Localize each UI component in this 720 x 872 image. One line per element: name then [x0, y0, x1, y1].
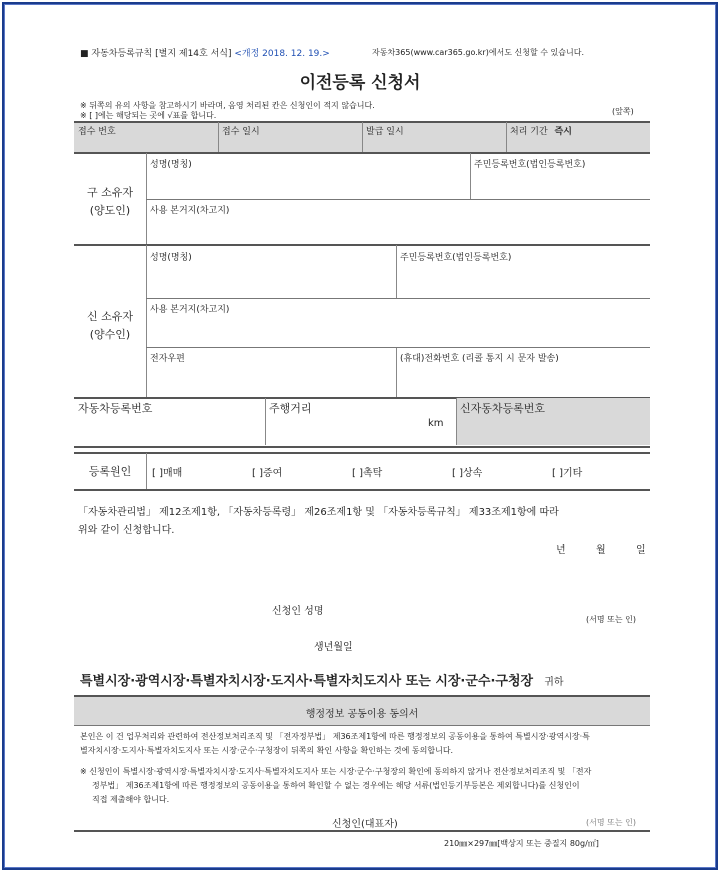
vehicle-regno-field[interactable]: 자동차등록번호	[78, 402, 153, 415]
date-year: 년	[556, 545, 566, 556]
consent-para1-line1: 본인은 이 건 업무처리와 관련하여 전산정보처리조직 및 「전자정부법」 제36조제1항에 따른 행정정보의 공동이용을 통하여 특별시장·광역시장·특	[80, 732, 590, 741]
old-owner-name-field[interactable]: 성명(명칭)	[150, 160, 192, 170]
date-day: 일	[636, 545, 646, 556]
form-title: 이전등록 신청서	[299, 73, 421, 93]
processing-period-value: 즉시	[554, 127, 572, 137]
applicant-name-label: 신청인 성명	[272, 606, 324, 617]
mileage-field[interactable]: 주행거리	[269, 402, 312, 415]
issue-date-label: 발급 일시	[366, 127, 404, 137]
consent-para1-line2: 별자치시장·도지사·특별자치도지사 또는 시장·군수·구청장이 뒤쪽의 확인 사항을 확인하는 것에 동의합니다.	[80, 746, 454, 755]
new-owner-subtitle: (양수인)	[89, 328, 131, 341]
front-side-label: (앞쪽)	[612, 107, 634, 116]
regulation-header	[80, 46, 330, 59]
regulation-text: 자동차등록규칙 [별지 제14호 서식]	[91, 49, 232, 59]
consent-title: 행정정보 공동이용 동의서	[305, 709, 419, 720]
reason-other-checkbox[interactable]: [ ]기타	[552, 468, 583, 479]
consent-para2-line2: 정부법」 제36조제1항에 따른 행정정보의 공동이용을 통하여 확인할 수 없는 경우에는 해당 서류(법인등기부등본은 제외합니다)를 신청인이	[92, 781, 580, 790]
new-owner-name-field[interactable]: 성명(명칭)	[150, 253, 192, 263]
new-owner-phone-field[interactable]: (휴대)전화번호 (리콜 통지 시 문자 발송)	[400, 354, 559, 364]
paper-spec-footer: 210㎜×297㎜[백상지 또는 중질지 80g/㎡]	[444, 839, 599, 848]
processing-period-label: 처리 기간	[510, 127, 548, 137]
reason-inheritance-checkbox[interactable]: [ ]상속	[452, 468, 483, 479]
old-owner-subtitle: (양도인)	[89, 204, 131, 217]
consent-sign-placeholder[interactable]: (서명 또는 인)	[586, 818, 636, 827]
reason-commission-checkbox[interactable]: [ ]촉탁	[352, 468, 383, 479]
note-line-1: ※ 뒤쪽의 유의 사항을 참고하시기 바라며, 음영 처리된 칸은 신청인이 적지 않습니다.	[80, 101, 375, 110]
statement-line-2: 위와 같이 신청합니다.	[78, 525, 175, 536]
applicant-sign-placeholder[interactable]: (서명 또는 인)	[586, 615, 636, 624]
bullet-icon: ■	[80, 49, 89, 59]
statement-line-1: 「자동차관리법」 제12조제1항, 「자동차등록령」 제26조제1항 및 「자동차등록규칙」 제33조제1항에 따라	[78, 507, 559, 518]
receipt-date-label: 접수 일시	[222, 127, 260, 137]
consent-signer-label: 신청인(대표자)	[332, 819, 398, 830]
revision-date: <개정 2018. 12. 19.>	[234, 49, 330, 59]
old-owner-regno-field[interactable]: 주민등록번호(법인등록번호)	[474, 160, 586, 170]
date-month: 월	[596, 545, 606, 556]
mileage-unit: km	[428, 418, 444, 429]
consent-para2-line1: ※ 신청인이 특별시장·광역시장·특별자치시장·도지사·특별자치도지사 또는 시장·군수·구청장의 확인에 동의하지 않거나 전산정보처리조직 및 「전자	[80, 767, 592, 776]
receipt-number-label: 접수 번호	[78, 127, 116, 137]
addressee-suffix: 귀하	[544, 677, 564, 688]
addressee-title: 특별시장·광역시장·특별자치시장·도지사·특별자치도지사 또는 시장·군수·구청장	[80, 674, 534, 689]
new-owner-address-field[interactable]: 사용 본거지(차고지)	[150, 305, 230, 315]
reason-sale-checkbox[interactable]: [ ]매매	[152, 468, 183, 479]
reason-label: 등록원인	[88, 465, 132, 478]
new-owner-email-field[interactable]: 전자우편	[150, 354, 185, 364]
consent-para2-line3: 직접 제출해야 합니다.	[92, 795, 170, 804]
new-owner-title: 신 소유자	[86, 310, 133, 323]
online-note: 자동차365(www.car365.go.kr)에서도 신청할 수 있습니다.	[372, 48, 585, 57]
old-owner-address-field[interactable]: 사용 본거지(차고지)	[150, 206, 230, 216]
note-line-2: ※ [ ]에는 해당되는 곳에 √표를 합니다.	[80, 111, 217, 120]
new-regno-label: 신자동차등록번호	[460, 402, 546, 415]
reason-gift-checkbox[interactable]: [ ]증여	[252, 468, 283, 479]
applicant-birth-label: 생년월일	[314, 642, 353, 653]
old-owner-title: 구 소유자	[86, 186, 133, 199]
new-owner-regno-field[interactable]: 주민등록번호(법인등록번호)	[400, 253, 512, 263]
